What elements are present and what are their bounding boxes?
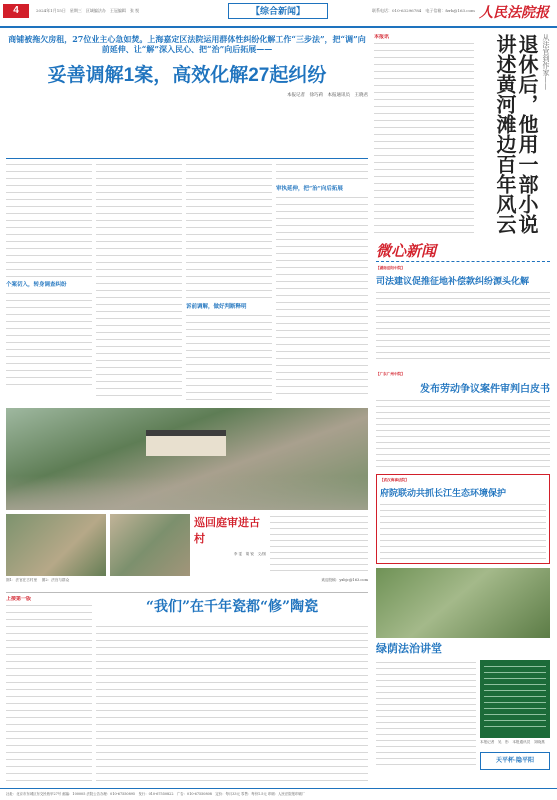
subhead: 诉前调解，做好判断释明 — [186, 304, 247, 310]
top-story-byline: 本报记者 徐巧莉 本报通讯员 王晓君 — [287, 93, 368, 98]
divider — [6, 592, 368, 593]
caption-2: 图2：法官与群众 — [41, 578, 70, 582]
weishenghuo-banner — [376, 240, 550, 262]
green-story-logo: 天平杯·隐平阳 — [480, 752, 550, 770]
right-feature-text — [374, 34, 474, 234]
photo-story-text — [270, 514, 368, 574]
hunan-headline: 司法建议促推征地补偿款纠纷源头化解 — [376, 277, 530, 288]
right-feature-title-block — [480, 34, 550, 234]
photo-story-title: 巡回庭审进古村 — [194, 516, 260, 545]
green-story-byline: 本报记者 吴 彤 本报通讯员 刘晓燕 — [480, 740, 545, 744]
photo-story-titlebox — [194, 514, 266, 580]
date-line: 2024年1月15日 星期三 区域编法办 王冠编辑 张 悦 — [36, 8, 140, 13]
submission-email[interactable]: yxbjc@163.com — [339, 578, 368, 582]
body-column-1 — [6, 162, 92, 402]
top-story-headline: 妥善调解1案，高效化解27起纠纷 — [47, 65, 327, 86]
bottom-story-head — [96, 596, 368, 620]
green-story-head — [376, 640, 550, 658]
village-photo — [6, 408, 368, 510]
body-column-3 — [186, 162, 272, 402]
guangdong-story — [376, 372, 550, 470]
subhead: 审执延伸，把“治”向后拓展 — [276, 186, 343, 192]
submission-label: 欢迎投稿 — [321, 578, 336, 582]
wuhan-tag: 【武汉海事法院】 — [380, 478, 409, 482]
top-story-kicker: 商铺被拖欠房租，27位业主心急如焚。上海嘉定区法院运用群体性纠纷化解工作“三步法”，把“调”向前延伸、让“解”深入民心、把“治”向后拓展—— — [8, 34, 366, 54]
caption-1: 图1：法官在古村里 — [6, 578, 38, 582]
green-story-title: 绿荫法治讲堂 — [376, 642, 442, 655]
page-footer: 社址：北京市东城区东交民巷甲27号 邮编：100005 法院公告办理：010-67550895 发行：010-67550822 广告：010-67550808 定价：每月33元 零售：每份1.5元 印刷：人民法院报印刷厂 — [0, 788, 557, 800]
green-sidebar — [480, 660, 550, 738]
inset-photo-2 — [110, 514, 190, 576]
section-title: 【综合新闻】 — [228, 3, 328, 19]
vertical-kicker: 从法官到作家—— — [542, 34, 550, 90]
subhead: 个案切入，转身调查纠纷 — [6, 282, 67, 288]
page-number: 4 — [3, 4, 29, 18]
submission-email-block: 欢迎投稿：yxbjc@163.com — [321, 578, 368, 582]
guangdong-tag: 【广东广州中院】 — [376, 372, 405, 376]
guangdong-headline: 发布劳动争议案件审判白皮书 — [420, 384, 550, 396]
wuhan-story — [376, 474, 550, 564]
page-header — [0, 0, 557, 28]
green-photo — [376, 568, 550, 638]
continued-column — [6, 596, 92, 786]
body-column-4 — [276, 162, 368, 402]
vertical-headline: 退休后，他用一部小说讲述黄河滩边百年风云 — [493, 34, 539, 234]
photo-captions — [6, 578, 186, 588]
hunan-tag: 【湖南岳阳中院】 — [376, 266, 405, 270]
divider — [6, 158, 368, 159]
bottom-story-headline: “我们”在千年瓷都“修”陶瓷 — [145, 599, 319, 615]
feature-label: 本报讯 — [374, 34, 390, 40]
body-column-2 — [96, 162, 182, 402]
weishenghuo-logo: 微心新闻 — [376, 242, 437, 260]
green-story-text — [376, 660, 476, 770]
bottom-story-text — [96, 624, 368, 786]
top-story — [6, 34, 368, 158]
masthead-brand: 人民法院报 — [479, 5, 549, 21]
continued-label: 上接第一版 — [6, 596, 32, 602]
wuhan-headline: 府院联动共抓长江生态环境保护 — [380, 489, 507, 500]
contact-line: 联系电话：010-63296784 电子信箱：fzrb@163.com — [372, 8, 475, 13]
photo-story-byline: 李 雯 胡 锐 文/图 — [233, 552, 266, 556]
inset-photo-1 — [6, 514, 106, 576]
hunan-story — [376, 266, 550, 366]
